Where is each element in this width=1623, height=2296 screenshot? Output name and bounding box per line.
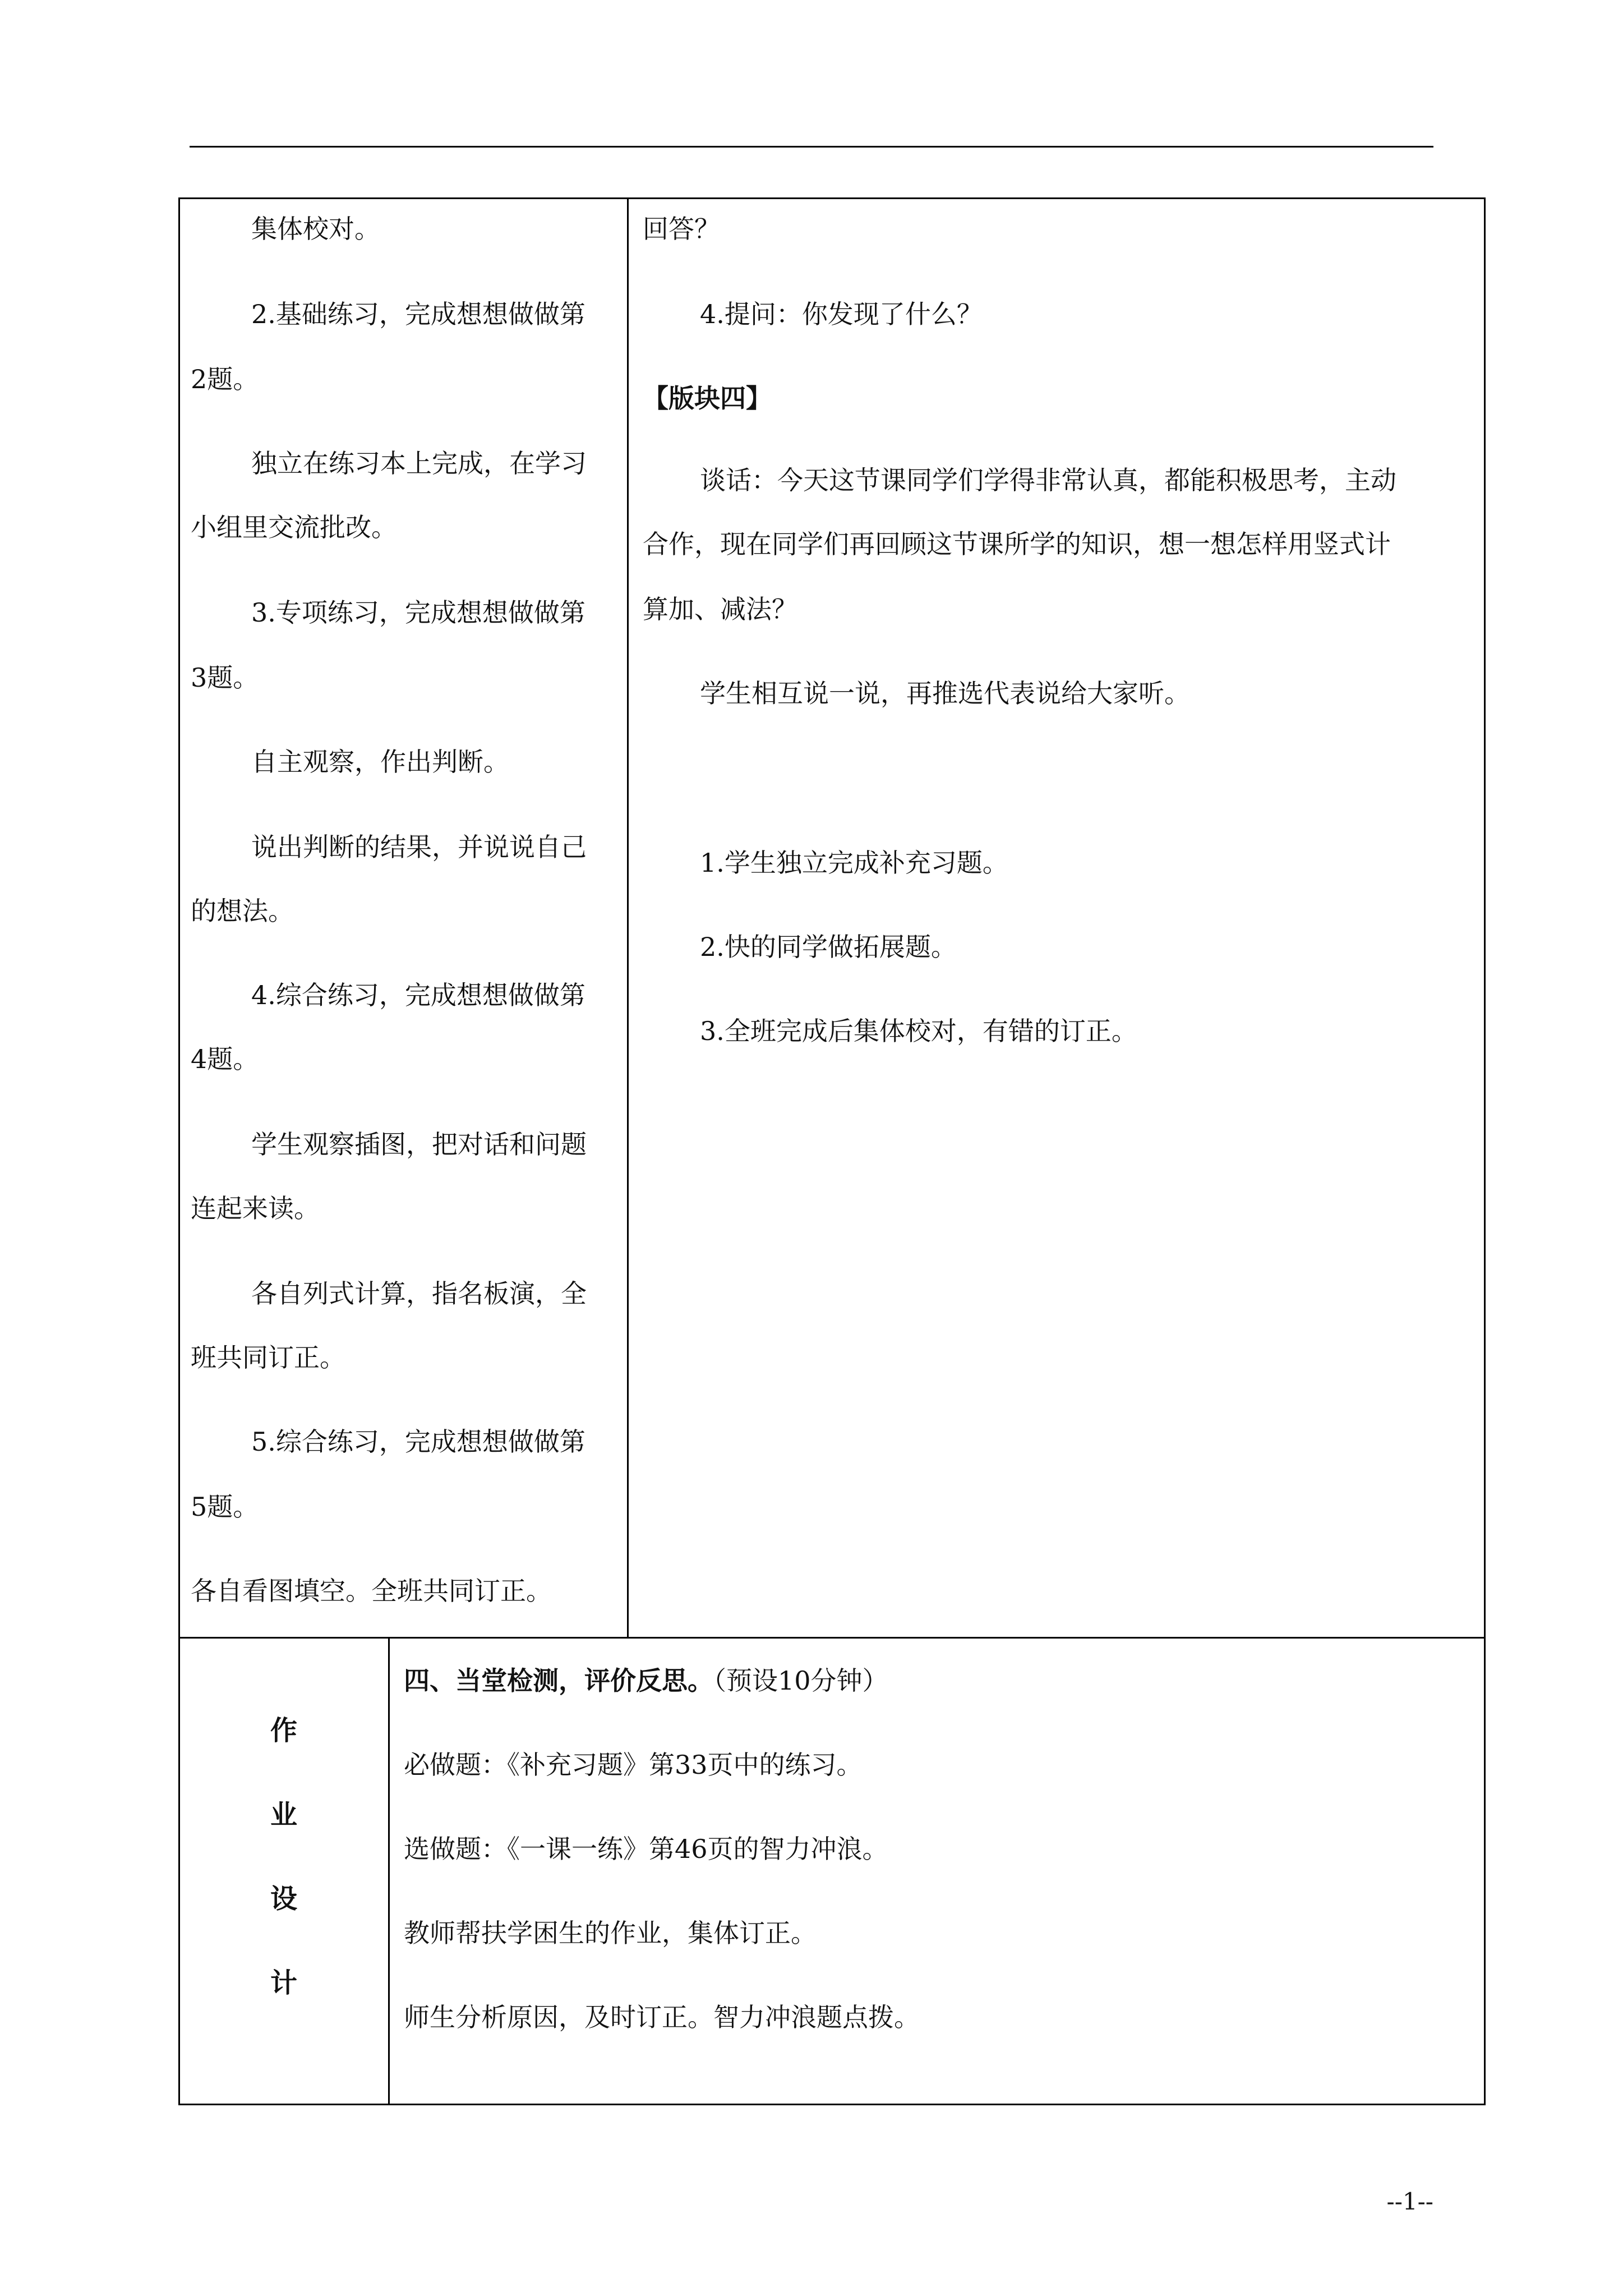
- left-line-17: 5.综合练习，完成想想做做第: [251, 1427, 585, 1457]
- left-line-4: 独立在练习本上完成，在学习: [251, 448, 587, 478]
- left-line-10: 的想法。: [191, 896, 294, 926]
- table-top-border: [178, 197, 1486, 199]
- left-line-16: 班共同订正。: [191, 1342, 345, 1373]
- left-line-13: 学生观察插图，把对话和问题: [251, 1129, 587, 1159]
- left-line-11: 4.综合练习，完成想想做做第: [251, 980, 585, 1010]
- left-line-3: 2题。: [191, 364, 259, 394]
- homework-label-char-2: 业: [270, 1799, 297, 1830]
- left-line-6: 3.专项练习，完成想想做做第: [251, 597, 585, 628]
- right-line-10: 3.全班完成后集体校对，有错的订正。: [700, 1016, 1137, 1046]
- table-right-border: [1484, 197, 1486, 2105]
- left-line-1: 集体校对。: [251, 214, 380, 244]
- right-line-1: 回答？: [643, 214, 720, 244]
- right-line-2: 4.提问：你发现了什么？: [700, 299, 983, 329]
- left-line-18: 5题。: [191, 1492, 259, 1522]
- homework-line-3: 教师帮扶学困生的作业，集体订正。: [404, 1918, 817, 1948]
- right-line-7: 学生相互说一说，再推选代表说给大家听。: [700, 678, 1190, 708]
- lower-column-divider: [388, 1637, 390, 2105]
- homework-line-4: 师生分析原因，及时订正。智力冲浪题点拨。: [404, 2002, 920, 2032]
- left-line-7: 3题。: [191, 662, 259, 693]
- homework-heading-bold: 四、当堂检测，评价反思。: [404, 1665, 713, 1696]
- right-line-9: 2.快的同学做拓展题。: [700, 932, 957, 962]
- homework-label-char-4: 计: [270, 1967, 297, 1999]
- section-heading-block-four: 【版块四】: [643, 383, 772, 413]
- left-line-8: 自主观察，作出判断。: [251, 747, 509, 777]
- left-line-14: 连起来读。: [191, 1193, 320, 1223]
- homework-heading: [404, 1664, 888, 1697]
- left-line-19: 各自看图填空。全班共同订正。: [191, 1576, 552, 1606]
- right-line-6: 算加、减法？: [643, 594, 797, 624]
- upper-column-divider: [627, 197, 629, 1639]
- page-number: --1--: [1386, 2188, 1433, 2215]
- left-line-9: 说出判断的结果，并说说自己: [251, 832, 587, 862]
- left-line-12: 4题。: [191, 1044, 259, 1074]
- homework-label-char-1: 作: [270, 1715, 297, 1746]
- homework-heading-rest: （预设10分钟）: [713, 1665, 888, 1696]
- homework-line-1: 必做题：《补充习题》第33页中的练习。: [404, 1750, 863, 1780]
- right-line-8: 1.学生独立完成补充习题。: [700, 848, 1008, 878]
- table-mid-border: [178, 1637, 1486, 1639]
- left-line-5: 小组里交流批改。: [191, 512, 397, 542]
- right-line-4: 谈话：今天这节课同学们学得非常认真，都能积极思考，主动: [700, 465, 1396, 495]
- header-rule: [190, 146, 1433, 148]
- right-line-5: 合作，现在同学们再回顾这节课所学的知识，想一想怎样用竖式计: [643, 529, 1391, 559]
- left-line-15: 各自列式计算，指名板演，全: [251, 1278, 587, 1309]
- left-line-2: 2.基础练习，完成想想做做第: [251, 299, 585, 329]
- homework-label-char-3: 设: [270, 1883, 297, 1915]
- table-left-border: [178, 197, 180, 2105]
- table-bottom-border: [178, 2104, 1486, 2105]
- homework-line-2: 选做题：《一课一练》第46页的智力冲浪。: [404, 1834, 888, 1864]
